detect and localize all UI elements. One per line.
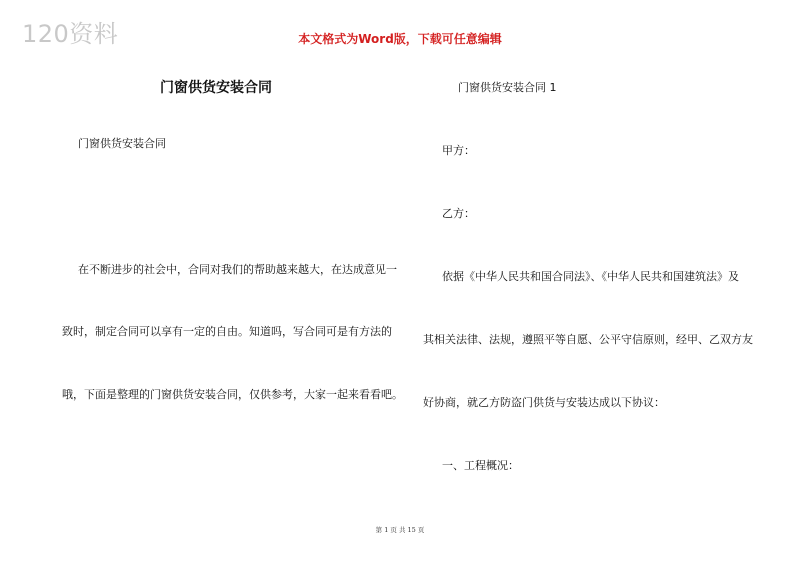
right-heading: 门窗供货安装合同 1 xyxy=(458,81,557,94)
left-subtitle: 门窗供货安装合同 xyxy=(78,137,166,150)
party-a-label: 甲方： xyxy=(442,144,475,157)
right-paragraph-line-1: 依据《中华人民共和国合同法》、《中华人民共和国建筑法》及 xyxy=(442,270,739,283)
watermark-logo: 120资料 xyxy=(22,20,119,48)
party-b-label: 乙方： xyxy=(442,207,475,220)
page-number: 第 1 页 共 15 页 xyxy=(375,526,425,534)
left-paragraph-line-2: 致时，制定合同可以享有一定的自由。知道吗，写合同可是有方法的 xyxy=(62,325,392,338)
format-banner: 本文格式为Word版，下载可任意编辑 xyxy=(298,32,502,46)
right-paragraph-line-2: 其相关法律、法规，遵照平等自愿、公平守信原则，经甲、乙双方友 xyxy=(423,333,753,346)
document-title: 门窗供货安装合同 xyxy=(160,80,272,96)
section-1-heading: 一、工程概况： xyxy=(442,459,519,472)
right-paragraph-line-3: 好协商，就乙方防盗门供货与安装达成以下协议： xyxy=(423,396,665,409)
left-paragraph-line-1: 在不断进步的社会中，合同对我们的帮助越来越大，在达成意见一 xyxy=(78,263,397,276)
left-paragraph-line-3: 哦，下面是整理的门窗供货安装合同，仅供参考，大家一起来看看吧。 xyxy=(62,388,403,401)
